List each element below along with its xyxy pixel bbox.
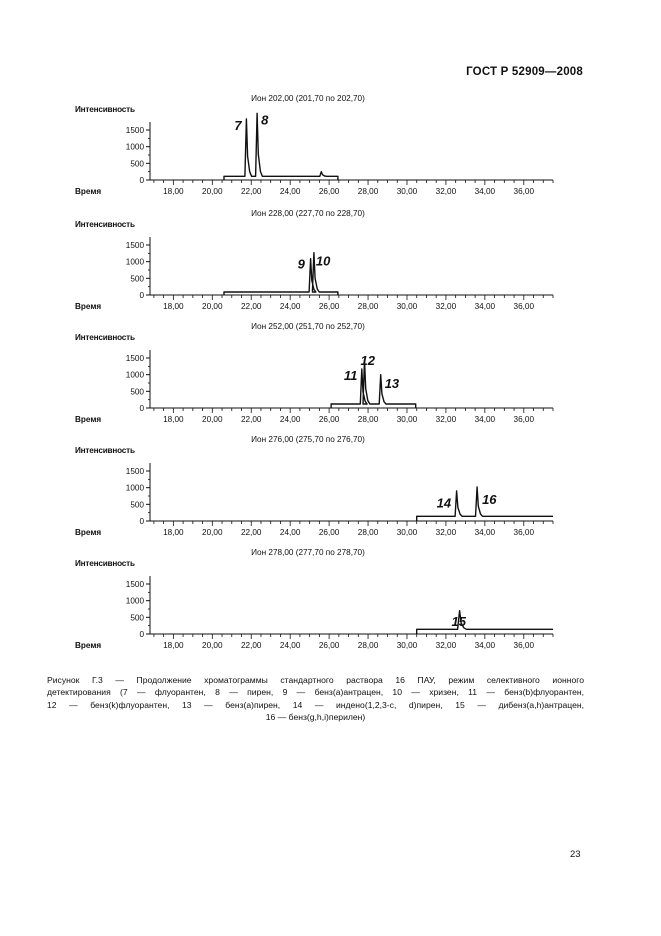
x-tick-label: 28,00 (357, 415, 379, 424)
y-axis-label: Интенсивность (75, 333, 135, 342)
x-tick-label: 26,00 (318, 187, 340, 196)
x-tick-label: 30,00 (396, 528, 418, 537)
y-tick-label: 0 (139, 176, 144, 185)
x-tick-label: 28,00 (357, 528, 379, 537)
x-tick-label: 20,00 (202, 641, 223, 650)
caption-line: детектирования (7 — флуорантен, 8 — пирен, 9 — бенз(а)антрацен, 10 — хризен, 11 — бенз(b)флуорантен, (47, 687, 584, 698)
y-tick-label: 1500 (125, 580, 144, 589)
x-tick-label: 34,00 (474, 302, 496, 311)
x-tick-label: 26,00 (318, 302, 340, 311)
x-tick-label: 34,00 (474, 641, 496, 650)
x-tick-label: 20,00 (202, 415, 223, 424)
x-tick-label: 24,00 (279, 415, 301, 424)
peak-label: 13 (384, 375, 400, 391)
x-axis-label: Время (75, 641, 102, 650)
x-tick-label: 20,00 (202, 187, 223, 196)
x-tick-label: 24,00 (279, 187, 301, 196)
x-tick-label: 18,00 (163, 302, 184, 311)
panel-title: Ион 228,00 (227,70 по 228,70) (251, 209, 365, 218)
x-tick-label: 18,00 (163, 415, 184, 424)
caption-line: Рисунок Г.3 — Продолжение хроматограммы стандартного раствора 16 ПАУ, режим селективного ионного (47, 675, 584, 685)
peak-label: 12 (360, 352, 376, 368)
x-tick-label: 32,00 (435, 302, 457, 311)
x-tick-label: 30,00 (396, 641, 418, 650)
x-axis-label: Время (75, 187, 102, 196)
y-tick-label: 1500 (125, 241, 144, 250)
x-tick-label: 22,00 (240, 641, 262, 650)
x-tick-label: 26,00 (318, 641, 340, 650)
peak-label: 9 (297, 256, 305, 272)
x-tick-label: 24,00 (279, 302, 301, 311)
x-axis-label: Время (75, 302, 102, 311)
y-tick-label: 1500 (125, 467, 144, 476)
x-tick-label: 32,00 (435, 641, 457, 650)
peak-label: 14 (436, 495, 452, 511)
caption-line: 12 — бенз(k)флуорантен, 13 — бенз(а)пирен, 14 — индено(1,2,3-с, d)пирен, 15 — дибенз(а,h)антрацен, (47, 699, 584, 710)
y-tick-label: 0 (139, 404, 144, 413)
x-tick-label: 22,00 (240, 415, 262, 424)
x-tick-label: 32,00 (435, 528, 457, 537)
x-tick-label: 18,00 (163, 528, 184, 537)
y-tick-label: 1000 (125, 483, 144, 493)
y-tick-label: 500 (130, 500, 144, 510)
x-tick-label: 24,00 (279, 528, 301, 537)
y-tick-label: 500 (130, 387, 144, 397)
x-tick-label: 24,00 (279, 641, 301, 650)
x-tick-label: 28,00 (357, 641, 379, 650)
y-axis-label: Интенсивность (75, 559, 135, 568)
panel-title: Ион 276,00 (275,70 по 276,70) (251, 435, 365, 444)
x-tick-label: 36,00 (513, 302, 535, 311)
peak-label: 7 (234, 117, 242, 133)
y-tick-label: 0 (139, 517, 144, 526)
x-tick-label: 20,00 (202, 302, 223, 311)
y-tick-label: 500 (130, 613, 144, 623)
panel-title: Ион 252,00 (251,70 по 252,70) (251, 322, 365, 331)
peak-label: 11 (343, 367, 358, 383)
x-tick-label: 36,00 (513, 528, 535, 537)
x-tick-label: 22,00 (240, 528, 262, 537)
peak-label: 15 (451, 614, 467, 630)
x-tick-label: 26,00 (318, 415, 340, 424)
y-tick-label: 500 (130, 274, 144, 284)
x-tick-label: 26,00 (318, 528, 340, 537)
y-axis-label: Интенсивность (75, 446, 135, 455)
x-axis-label: Время (75, 528, 102, 537)
x-tick-label: 36,00 (513, 641, 535, 650)
y-tick-label: 500 (130, 159, 144, 169)
x-tick-label: 22,00 (240, 187, 262, 196)
x-tick-label: 32,00 (435, 187, 457, 196)
y-tick-label: 1500 (125, 354, 144, 363)
y-tick-label: 0 (139, 291, 144, 300)
peak-label: 10 (315, 253, 331, 269)
x-tick-label: 22,00 (240, 302, 262, 311)
x-tick-label: 20,00 (202, 528, 223, 537)
y-tick-label: 0 (139, 630, 144, 639)
peak-label: 8 (261, 112, 269, 128)
panel-title: Ион 202,00 (201,70 по 202,70) (251, 94, 365, 103)
x-tick-label: 18,00 (163, 641, 184, 650)
y-tick-label: 1500 (125, 126, 144, 135)
document-standard-code: ГОСТ Р 52909—2008 (466, 66, 583, 78)
caption-line: 16 — бенз(g,h,i)перилен) (265, 711, 366, 722)
figure-caption (47, 674, 584, 723)
x-tick-label: 36,00 (513, 187, 535, 196)
x-tick-label: 30,00 (396, 187, 418, 196)
page-number: 23 (570, 849, 581, 860)
y-axis-label: Интенсивность (75, 220, 135, 229)
y-tick-label: 1000 (125, 596, 144, 606)
x-axis-label: Время (75, 415, 102, 424)
x-tick-label: 36,00 (513, 415, 535, 424)
y-tick-label: 1000 (125, 370, 144, 380)
x-tick-label: 34,00 (474, 528, 496, 537)
x-tick-label: 18,00 (163, 187, 184, 196)
peak-label: 16 (482, 492, 497, 508)
x-tick-label: 34,00 (474, 187, 496, 196)
y-tick-label: 1000 (125, 142, 144, 152)
x-tick-label: 32,00 (435, 415, 457, 424)
x-tick-label: 30,00 (396, 302, 418, 311)
y-axis-label: Интенсивность (75, 105, 135, 114)
x-tick-label: 28,00 (357, 187, 379, 196)
x-tick-label: 28,00 (357, 302, 379, 311)
y-tick-label: 1000 (125, 257, 144, 267)
x-tick-label: 30,00 (396, 415, 418, 424)
chromatogram-trace (417, 611, 553, 634)
panel-title: Ион 278,00 (277,70 по 278,70) (251, 548, 365, 557)
x-tick-label: 34,00 (474, 415, 496, 424)
